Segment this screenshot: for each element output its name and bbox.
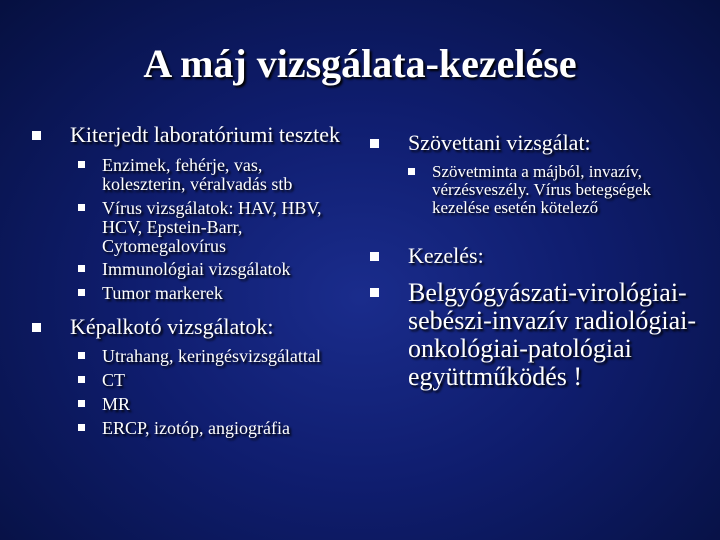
square-bullet-icon [370, 288, 379, 297]
square-bullet-icon [408, 168, 415, 175]
list-item [30, 260, 350, 279]
square-bullet-icon [32, 131, 41, 140]
imaging-subitem-ultrasound: Utrahang, keringésvizsgálattal [102, 346, 321, 366]
list-item [30, 395, 350, 414]
histology-item [368, 132, 708, 154]
list-item [30, 199, 350, 256]
list-item [30, 347, 350, 366]
imaging-subitem-ercp: ERCP, izotóp, angiográfia [102, 418, 290, 438]
lab-tests-label: Kiterjedt laboratóriumi tesztek [70, 122, 341, 147]
square-bullet-icon [370, 139, 379, 148]
lab-subitem-enzymes: Enzimek, fehérje, vas, koleszterin, véralvadás stb [102, 155, 293, 194]
square-bullet-icon [78, 265, 85, 272]
histology-subitem: Szövetminta a májból, invazív, vérzésveszély. Vírus betegségek kezelése esetén kötelező [432, 162, 652, 217]
lab-tests-item [30, 124, 350, 146]
left-column [30, 120, 350, 438]
square-bullet-icon [78, 376, 85, 383]
square-bullet-icon [370, 252, 379, 261]
treatment-label: Kezelés: [408, 243, 484, 268]
square-bullet-icon [78, 352, 85, 359]
list-item [30, 284, 350, 303]
list-item [30, 156, 350, 194]
lab-subitem-virus: Vírus vizsgálatok: HAV, HBV, HCV, Epstein-Barr, Cytomegalovírus [102, 198, 322, 256]
imaging-item [30, 316, 350, 338]
slide-title: A máj vizsgálata-kezelése [143, 41, 577, 86]
square-bullet-icon [32, 323, 41, 332]
square-bullet-icon [78, 289, 85, 296]
lab-subitem-tumor: Tumor markerek [102, 283, 223, 303]
cooperation-label: Belgyógyászati-virológiai-sebészi-invazív radiológiai-onkológiai-patológiai együttműködés ! [408, 278, 697, 391]
list-item [30, 371, 350, 390]
imaging-subitem-ct: CT [102, 370, 126, 390]
treatment-item [368, 245, 708, 267]
cooperation-item [368, 279, 708, 391]
square-bullet-icon [78, 424, 85, 431]
imaging-subitem-mr: MR [102, 394, 131, 414]
lab-subitem-immunology: Immunológiai vizsgálatok [102, 259, 291, 279]
imaging-label: Képalkotó vizsgálatok: [70, 314, 274, 339]
square-bullet-icon [78, 400, 85, 407]
square-bullet-icon [78, 204, 85, 211]
right-column [368, 120, 708, 391]
square-bullet-icon [78, 161, 85, 168]
list-item [30, 419, 350, 438]
list-item [368, 163, 708, 217]
histology-label: Szövettani vizsgálat: [408, 130, 591, 155]
